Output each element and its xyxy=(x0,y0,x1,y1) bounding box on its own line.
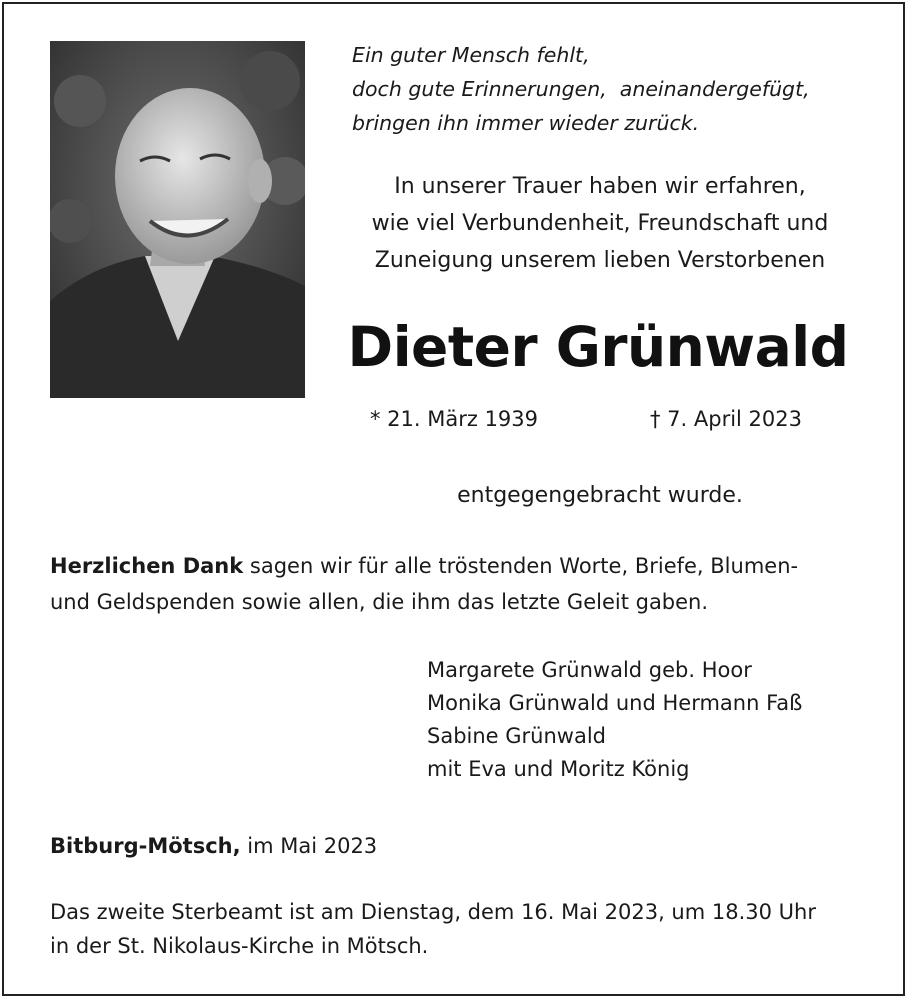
thanks-line-1-rest: sagen wir für alle tröstenden Worte, Briefe, Blumen- xyxy=(243,554,799,578)
place-date-text: im Mai 2023 xyxy=(240,834,378,858)
service-line-1: Das zweite Sterbeamt ist am Dienstag, dem 16. Mai 2023, um 18.30 Uhr xyxy=(50,900,816,924)
service-notice xyxy=(50,895,880,963)
service-line-2: in der St. Nikolaus-Kirche in Mötsch. xyxy=(50,934,429,958)
thanks-bold: Herzlichen Dank xyxy=(50,554,244,578)
memorial-quote xyxy=(352,38,892,140)
quote-line: Ein guter Mensch fehlt, xyxy=(352,43,590,67)
portrait-photo xyxy=(50,41,305,398)
quote-line: bringen ihn immer wieder zurück. xyxy=(352,111,700,135)
family-member: mit Eva und Moritz König xyxy=(427,757,690,781)
received-line: entgegengebracht wurde. xyxy=(457,483,743,508)
death-date: † 7. April 2023 xyxy=(650,407,803,431)
intro-line: In unserer Trauer haben wir erfahren, xyxy=(394,174,806,199)
thanks-line-1 xyxy=(50,548,880,584)
place-date xyxy=(50,828,750,864)
intro-line: Zuneigung unserem lieben Verstorbenen xyxy=(374,248,826,273)
thanks-line-2: und Geldspenden sowie allen, die ihm das letzte Geleit gaben. xyxy=(50,590,709,614)
family-signatures xyxy=(427,654,887,786)
birth-date: * 21. März 1939 xyxy=(370,407,539,431)
deceased-name: Dieter Grünwald xyxy=(347,315,849,379)
intro-line: wie viel Verbundenheit, Freundschaft und xyxy=(371,211,829,236)
place-name: Bitburg-Mötsch, xyxy=(50,834,241,858)
family-member: Sabine Grünwald xyxy=(427,724,607,748)
portrait-illustration xyxy=(50,41,305,398)
family-member: Monika Grünwald und Hermann Faß xyxy=(427,691,803,715)
quote-line: doch gute Erinnerungen, aneinandergefügt, xyxy=(352,77,810,101)
thanks-text xyxy=(50,548,880,620)
family-member: Margarete Grünwald geb. Hoor xyxy=(427,658,752,682)
intro-text xyxy=(320,168,880,279)
